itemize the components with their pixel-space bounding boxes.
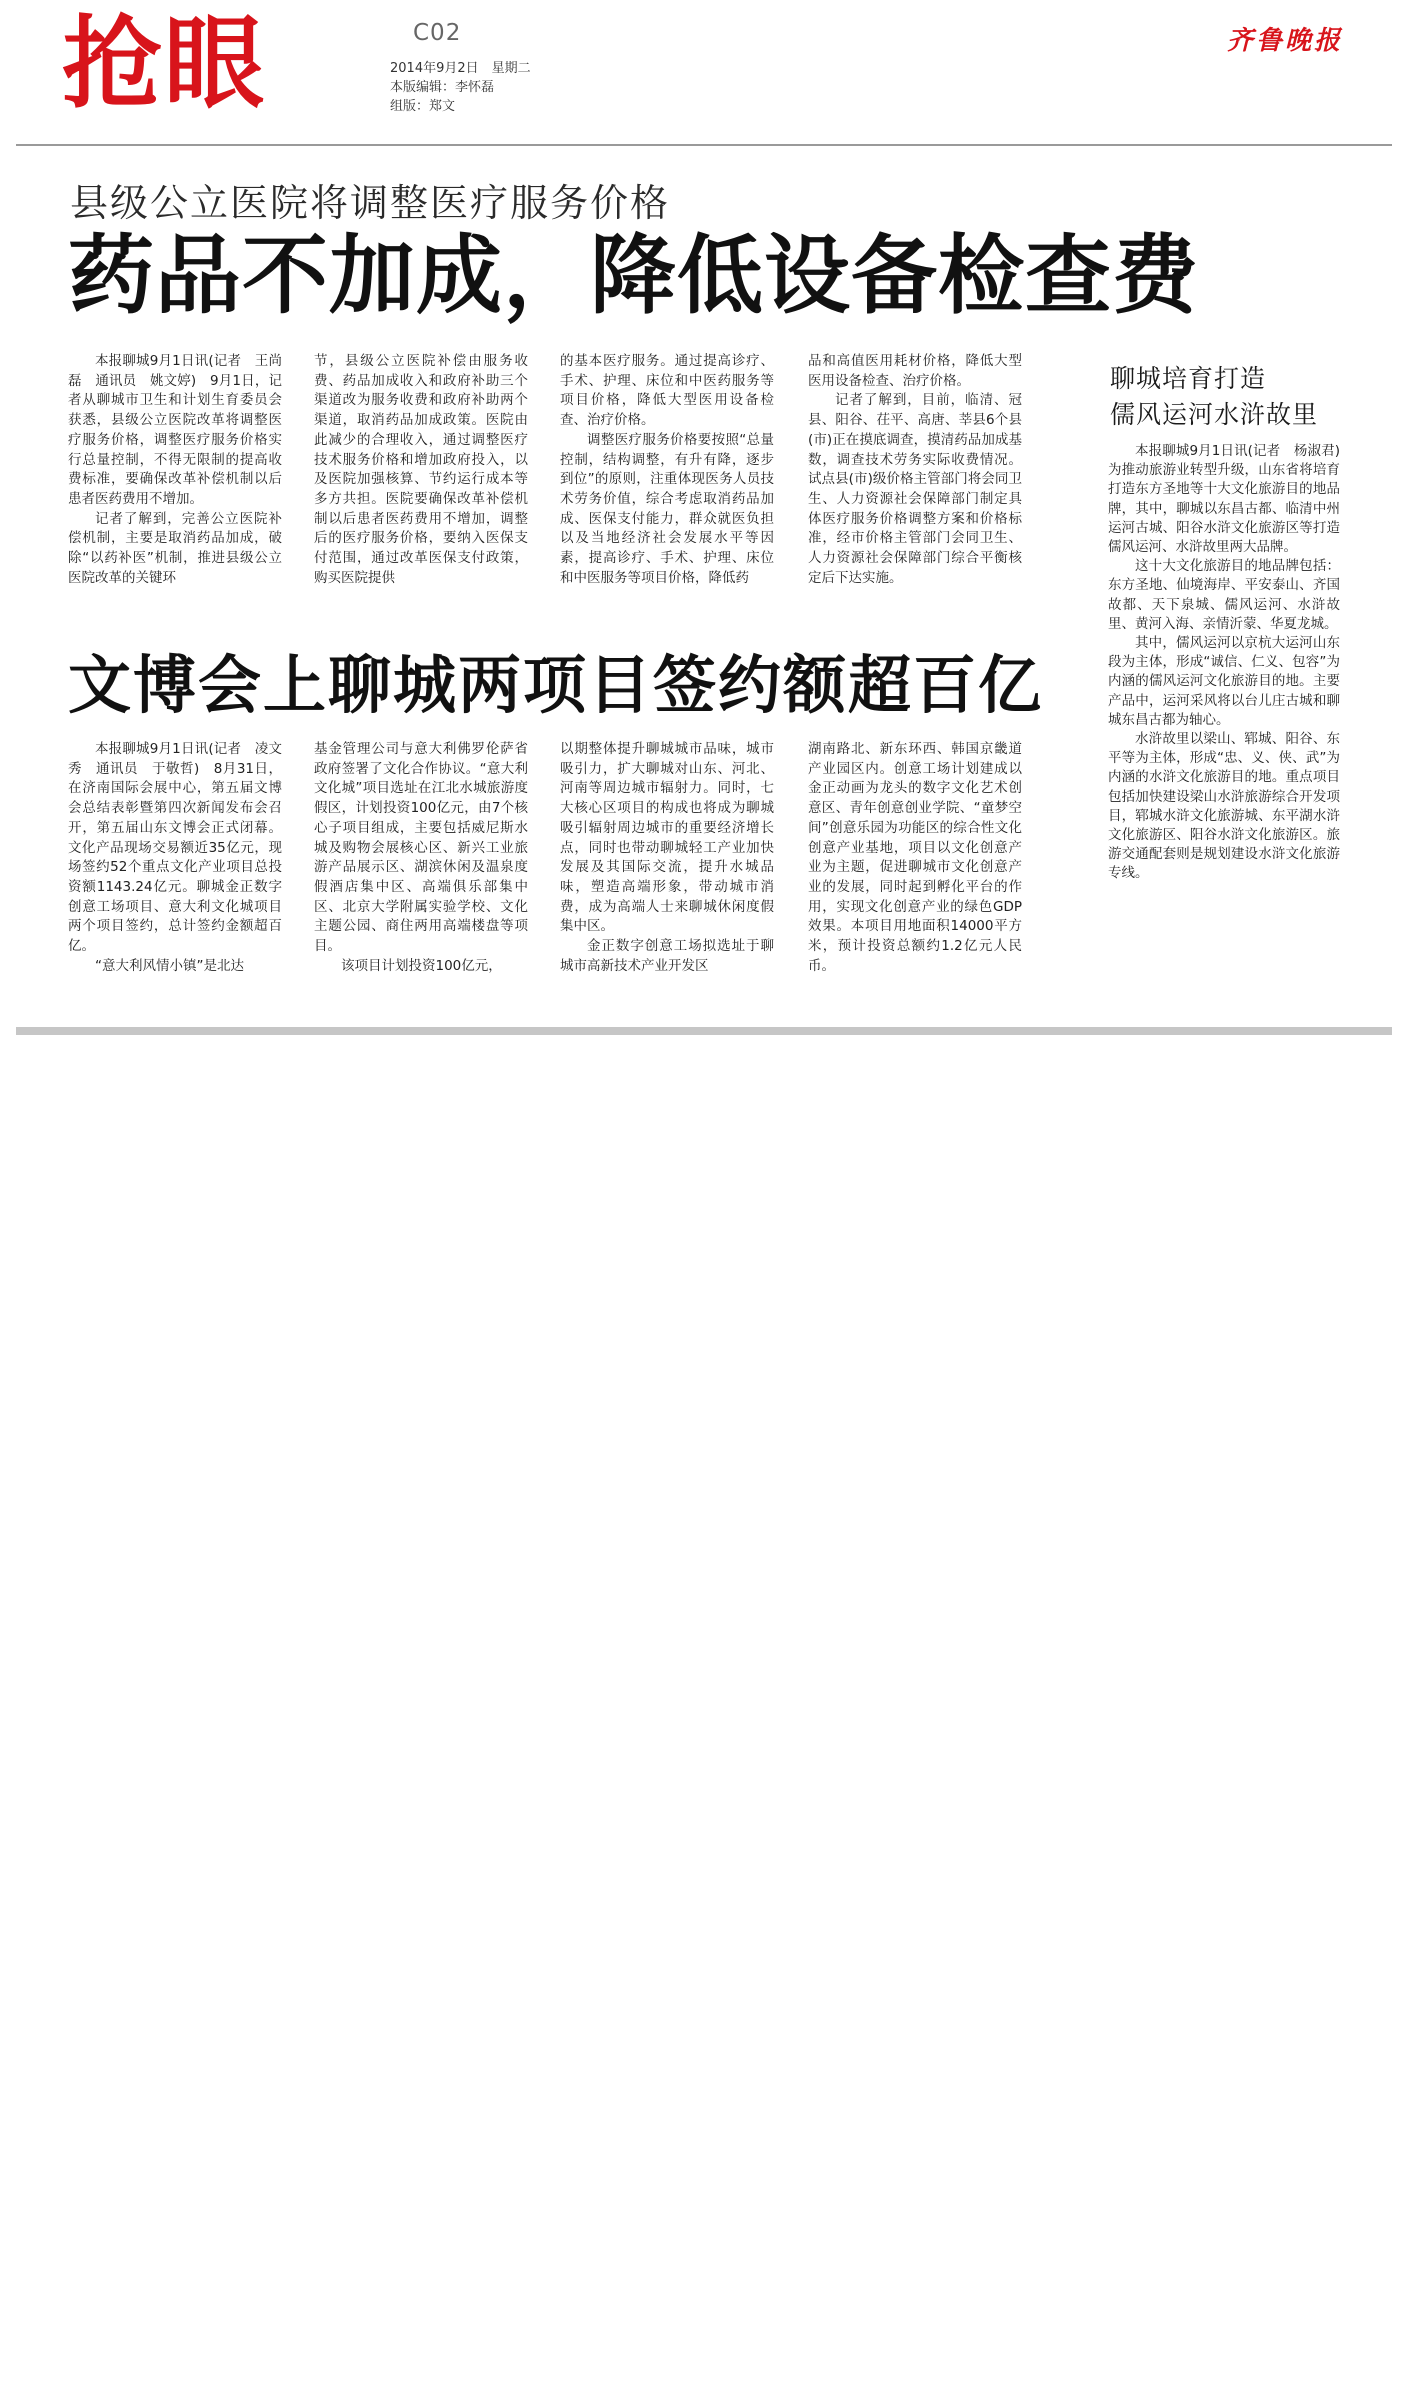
paragraph: 水浒故里以梁山、郓城、阳谷、东平等为主体，形成“忠、义、侠、武”为内涵的水浒文化旅游目的地。重点项目包括加快建设梁山水浒旅游综合开发项目，郓城水浒文化旅游城、东平湖水浒文化旅游区、阳谷水浒文化旅游区。旅游交通配套则是规划建设水浒文化旅游专线。	[1108, 731, 1340, 882]
article2-headline: 文博会上聊城两项目签约额超百亿	[68, 649, 1043, 722]
paragraph: 调整医疗服务价格要按照“总量控制，结构调整，有升有降，逐步到位”的原则，注重体现医务人员技术劳务价值，综合考虑取消药品加成、医保支付能力，群众就医负担以及当地经济社会发展水平等因素，提高诊疗、手术、护理、床位和中医服务等项目价格，降低药	[560, 431, 774, 586]
newspaper-logo: 齐鲁晚报	[1226, 26, 1343, 56]
section-title: 抢眼	[62, 5, 266, 122]
paragraph: 记者了解到，完善公立医院补偿机制，主要是取消药品加成，破除“以药补医”机制，推进县级公立医院改革的关键环	[68, 510, 282, 586]
content-bottom-divider	[16, 1027, 1392, 1035]
paragraph: 品和高值医用耗材价格，降低大型医用设备检查、治疗价格。	[808, 353, 1022, 389]
article1-column-4	[808, 352, 1022, 588]
paragraph: “意大利风情小镇”是北达	[95, 957, 244, 974]
article2-column-4	[808, 740, 1022, 976]
sidebar-body	[1108, 442, 1354, 884]
article2-column-1	[68, 740, 282, 976]
page-number: C02	[413, 20, 462, 46]
sidebar-title-line2: 儒风运河水浒故里	[1110, 400, 1319, 429]
paragraph: 记者了解到，目前，临清、冠县、阳谷、茌平、高唐、莘县6个县(市)正在摸底调查，摸清药品加成基数，调查技术劳务实际收费情况。试点县(市)级价格主管部门将会同卫生、人力资源社会保障部门制定具体医疗服务价格调整方案和价格标准，经市价格主管部门会同卫生、人力资源社会保障部门综合平衡核定后下达实施。	[808, 392, 1022, 586]
paragraph: 本报聊城9月1日讯(记者 凌文秀 通讯员 于敬哲) 8月31日，在济南国际会展中心，第五届文博会总结表彰暨第四次新闻发布会召开，第五届山东文博会正式闭幕。文化产品现场交易额近35亿元，现场签约52个重点文化产业项目总投资额1143.24亿元。聊城金正数字创意工场项目、意大利文化城项目两个项目签约，总计签约金额超百亿。	[68, 741, 282, 955]
publish-date: 2014年9月2日 星期二	[390, 61, 531, 76]
paragraph: 节，县级公立医院补偿由服务收费、药品加成收入和政府补助三个渠道改为服务收费和政府补助两个渠道，取消药品加成政策。医院由此减少的合理收入，通过调整医疗技术服务价格和增加政府投入，以及医院加强核算、节约运行成本等多方共担。医院要确保改革补偿机制以后患者医药费用不增加，调整后的医疗服务价格，要纳入医保支付范围，通过改革医保支付政策，购买医院提供	[314, 353, 528, 586]
paragraph: 基金管理公司与意大利佛罗伦萨省政府签署了文化合作协议。“意大利文化城”项目选址在江北水城旅游度假区，计划投资100亿元，由7个核心子项目组成，主要包括威尼斯水城及购物会展核心区、新兴工业旅游产品展示区、湖滨休闲及温泉度假酒店集中区、高端俱乐部集中区、北京大学附属实验学校、文化主题公园、商住两用高端楼盘等项目。	[314, 741, 528, 955]
paragraph: 该项目计划投资100亿元，	[341, 957, 502, 974]
paragraph: 本报聊城9月1日讯(记者 王尚磊 通讯员 姚文婷) 9月1日，记者从聊城市卫生和计划生育委员会获悉，县级公立医院改革将调整医疗服务价格，调整医疗服务价格实行总量控制，不得无限制的提高收费标准，要确保改革补偿机制以后患者医药费用不增加。	[68, 353, 282, 507]
paragraph: 湖南路北、新东环西、韩国京畿道产业园区内。创意工场计划建成以金正动画为龙头的数字文化艺术创意区、青年创意创业学院、“童梦空间”创意乐园为功能区的综合性文化创意产业基地，项目以文化创意产业为主题，促进聊城市文化创意产业的发展，同时起到孵化平台的作用，实现文化创意产业的绿色GDP效果。本项目用地面积14000平方米，预计投资总额约1.2亿元人民币。	[808, 741, 1022, 974]
article1-headline: 药品不加成，降低设备检查费	[68, 226, 1199, 326]
paragraph: 的基本医疗服务。通过提高诊疗、手术、护理、床位和中医药服务等项目价格，降低大型医用设备检查、治疗价格。	[560, 353, 774, 429]
paragraph: 这十大文化旅游目的地品牌包括：东方圣地、仙境海岸、平安泰山、齐国故都、天下泉城、儒风运河、水浒故里、黄河入海、亲情沂蒙、华夏龙城。	[1108, 558, 1340, 632]
article1-kicker: 县级公立医院将调整医疗服务价格	[70, 181, 671, 225]
header-divider	[16, 144, 1392, 146]
article2-column-3	[560, 740, 774, 976]
paragraph: 本报聊城9月1日讯(记者 杨淑君) 为推动旅游业转型升级，山东省将培育打造东方圣地等十大文化旅游目的地品牌，其中，聊城以东昌古都、临清中州运河古城、阳谷水浒文化旅游区等打造儒风运河、水浒故里两大品牌。	[1108, 443, 1354, 556]
sidebar-title-line1: 聊城培育打造	[1110, 364, 1267, 393]
paragraph: 其中，儒风运河以京杭大运河山东段为主体，形成“诚信、仁义、包容”为内涵的儒风运河文化旅游目的地。主要产品中，运河采风将以台儿庄古城和聊城东昌古都为轴心。	[1108, 635, 1340, 728]
layout-editor: 组版：郑文	[390, 99, 456, 114]
paragraph: 以期整体提升聊城城市品味，城市吸引力，扩大聊城对山东、河北、河南等周边城市辐射力。同时，七大核心区项目的构成也将成为聊城吸引辐射周边城市的重要经济增长点，同时也带动聊城轻工产业加快发展及其国际交流，提升水城品味，塑造高端形象，带动城市消费，成为高端人士来聊城休闲度假集中区。	[560, 741, 774, 935]
article2-column-2	[314, 740, 528, 976]
article1-column-3	[560, 352, 774, 588]
article1-column-2	[314, 352, 528, 588]
article1-column-1	[68, 352, 282, 588]
page-editor: 本版编辑：李怀磊	[390, 80, 495, 95]
paragraph: 金正数字创意工场拟选址于聊城市高新技术产业开发区	[560, 938, 774, 974]
